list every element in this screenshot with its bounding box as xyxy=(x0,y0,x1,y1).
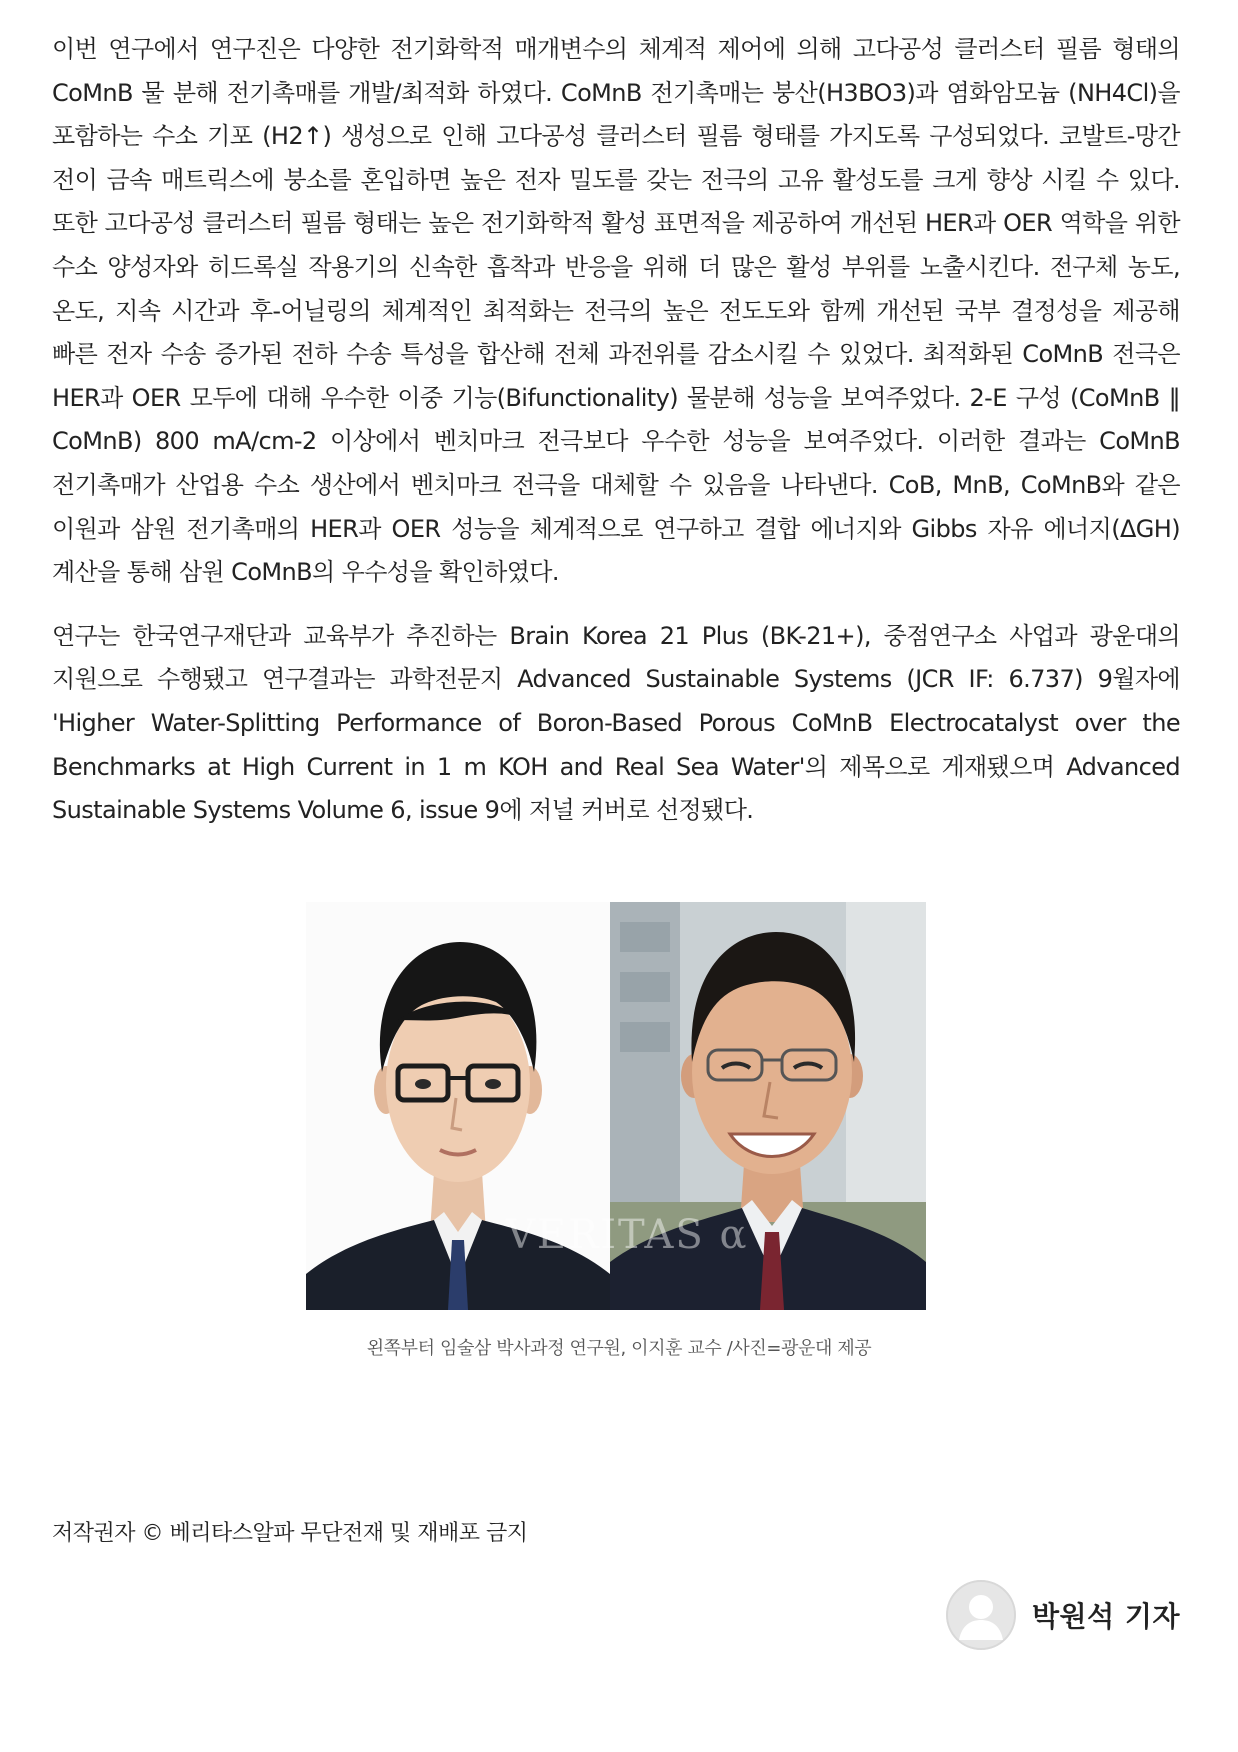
reporter-name[interactable]: 박원석 기자 xyxy=(1032,1600,1180,1633)
article-paragraph: 연구는 한국연구재단과 교육부가 추진하는 Brain Korea 21 Plus (BK-21+), 중점연구소 사업과 광운대의 지원으로 수행됐고 연구결과는 과학전문지 Advanced Sustainable Systems (JCR IF: 6.737) 9월자에 'Higher Water-Splitting Performance of Boron-Based Porous CoMnB Electrocatalyst over the Benchmarks at High Current in 1 m KOH and Real Sea Water'의 제목으로 게재됐으며 Advanced Sustainable Systems Volume 6, issue 9에 저널 커버로 선정됐다. xyxy=(52,621,1180,825)
watermark: VERITAS α xyxy=(506,1212,749,1258)
article-body xyxy=(52,28,1180,833)
copyright-notice: 저작권자 © 베리타스알파 무단전재 및 재배포 금지 xyxy=(52,1521,528,1546)
avatar-icon xyxy=(946,1580,1016,1650)
article-photo xyxy=(306,902,926,1310)
reporter-byline xyxy=(946,1580,1180,1650)
photo-caption: 왼쪽부터 임술삼 박사과정 연구원, 이지훈 교수 /사진=광운대 제공 xyxy=(366,1338,872,1359)
article-paragraph: 이번 연구에서 연구진은 다양한 전기화학적 매개변수의 체계적 제어에 의해 고다공성 클러스터 필름 형태의 CoMnB 물 분해 전기촉매를 개발/최적화 하였다. CoMnB 전기촉매는 붕산(H3BO3)과 염화암모늄 (NH4Cl)을 포함하는 수소 기포 (H2↑) 생성으로 인해 고다공성 클러스터 필름 형태를 가지도록 구성되었다. 코발트-망간 전이 금속 매트릭스에 붕소를 혼입하면 높은 전자 밀도를 갖는 전극의 고유 활성도를 크게 향상 시킬 수 있다. 또한 고다공성 클러스터 필름 형태는 높은 전기화학적 활성 표면적을 제공하여 개선된 HER과 OER 역학을 위한 수소 양성자와 히드록실 작용기의 신속한 흡착과 반응을 위해 더 많은 활성 부위를 노출시킨다. 전구체 농도, 온도, 지속 시간과 후-어닐링의 체계적인 최적화는 전극의 높은 전도도와 함께 개선된 국부 결정성을 제공해 빠른 전자 수송 증가된 전하 수송 특성을 합산해 전체 과전위를 감소시킬 수 있었다. 최적화된 CoMnB 전극은 HER과 OER 모두에 대해 우수한 이중 기능(Bifunctionality) 물분해 성능을 보여주었다. 2-E 구성 (CoMnB ‖ CoMnB) 800 mA/cm-2 이상에서 벤치마크 전극보다 우수한 성능을 보여주었다. 이러한 결과는 CoMnB 전기촉매가 산업용 수소 생산에서 벤치마크 전극을 대체할 수 있음을 나타낸다. CoB, MnB, CoMnB와 같은 이원과 삼원 전기촉매의 HER과 OER 성능을 체계적으로 연구하고 결합 에너지와 Gibbs 자유 에너지(ΔGH) 계산을 통해 삼원 CoMnB의 우수성을 확인하였다. xyxy=(52,35,1180,587)
